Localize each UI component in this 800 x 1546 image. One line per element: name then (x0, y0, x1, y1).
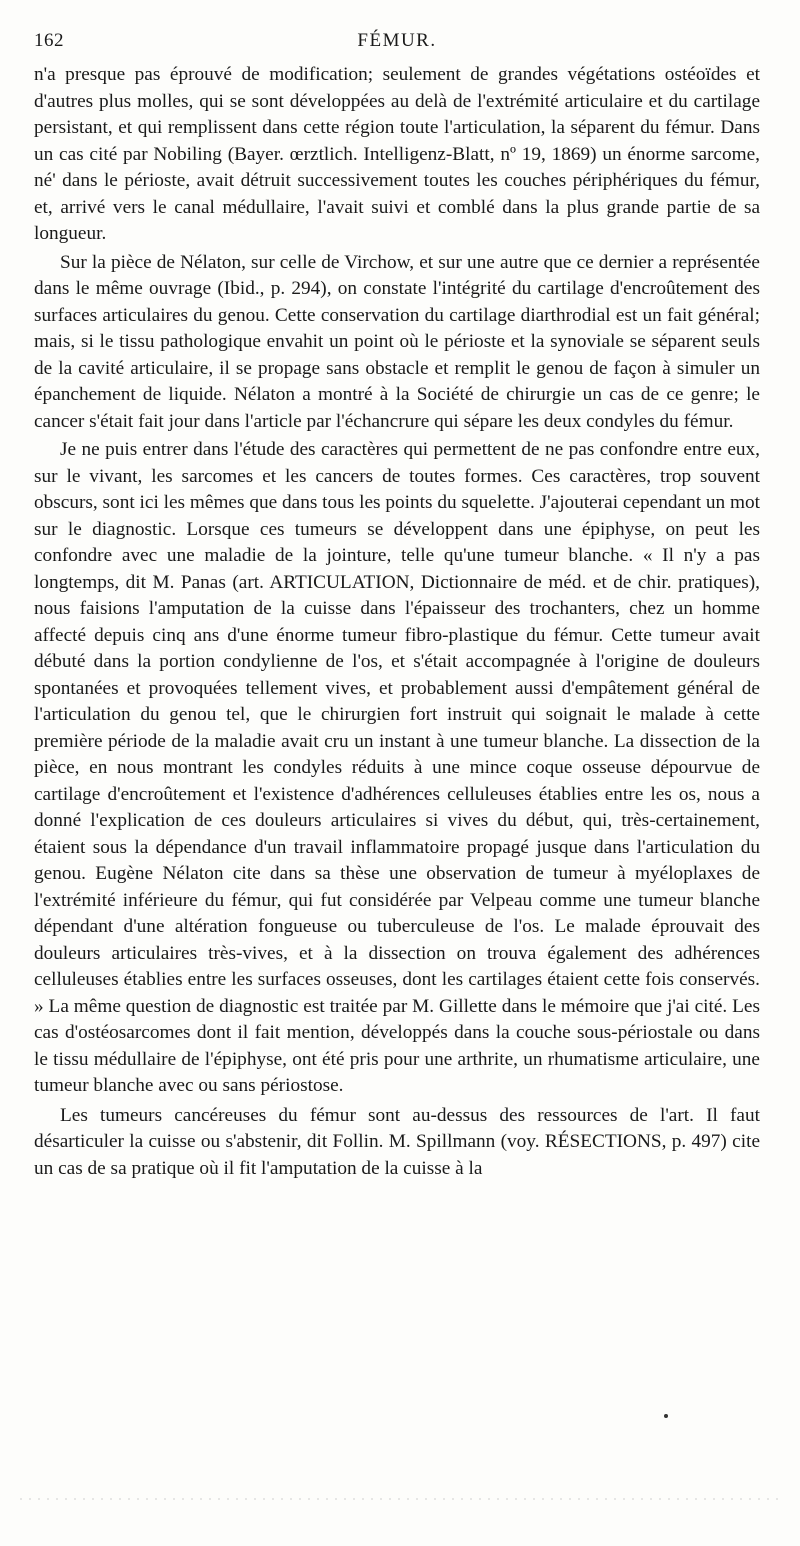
running-title: FÉMUR. (357, 30, 437, 51)
page-number: 162 (34, 30, 64, 51)
paragraph: Je ne puis entrer dans l'étude des caractères qui permettent de ne pas confondre entre eux, sur le vivant, les sarcomes et les cancers de toutes formes. Ces caractères, trop souvent obscurs, sont ici les mêmes que dans tous les points du squelette. J'ajouterai cependant un mot sur le diagnostic. Lorsque ces tumeurs se développent dans une épiphyse, on peut les confondre avec une maladie de la jointure, telle qu'une tumeur blanche. « Il n'y a pas longtemps, dit M. Panas (art. ARTICULATION, Dictionnaire de méd. et de chir. pratiques), nous faisions l'amputation de la cuisse dans l'épaisseur des trochanters, chez un homme affecté depuis cinq ans d'une énorme tumeur fibro-plastique du fémur. Cette tumeur avait débuté dans la portion condylienne de l'os, et s'était accompagnée à l'origine de douleurs spontanées et provoquées tellement vives, et probablement aussi d'empâtement général de l'articulation du genou tel, que le chirurgien fort instruit qui soignait le malade à cette première période de la maladie avait cru un instant à une tumeur blanche. La dissection de la pièce, en nous montrant les condyles réduits à une mince coque osseuse dépourvue de cartilage d'encroûtement et l'existence d'adhérences celluleuses établies entre les os, nous a donné l'explication de ces douleurs articulaires si vives du début, qui, très-certainement, étaient sous la dépendance d'un travail inflammatoire propagé jusque dans l'articulation du genou. Eugène Nélaton cite dans sa thèse une observation de tumeur à myéloplaxes de l'extrémité inférieure du fémur, qui fut considérée par Velpeau comme une tumeur blanche dépendant d'une altération fongueuse ou tuberculeuse de l'os. Le malade éprouvait des douleurs articulaires très-vives, et à la dissection on trouva également des adhérences celluleuses établies entre les surfaces osseuses, dont les cartilages étaient cette fois conservés. » La même question de diagnostic est traitée par M. Gillette dans le mémoire que j'ai cité. Les cas d'ostéosarcomes dont il fait mention, développés dans la couche sous-périostale ou dans le tissu médullaire de l'épiphyse, ont été pris pour une arthrite, un rhumatisme articulaire, une tumeur blanche avec ou sans périostose. (34, 439, 760, 1096)
ink-speck (664, 1414, 668, 1418)
body-text (34, 62, 760, 1182)
scan-noise-line (20, 1498, 780, 1500)
paragraph: Sur la pièce de Nélaton, sur celle de Virchow, et sur une autre que ce dernier a représentée dans le même ouvrage (Ibid., p. 294), on constate l'intégrité du cartilage d'encroûtement des surfaces articulaires du genou. Cette conservation du cartilage diarthrodial est un fait général; mais, si le tissu pathologique envahit un point où le périoste et la synoviale se séparent seuls de la cavité articulaire, il se propage sans obstacle et remplit le genou de façon à simuler un épanchement de liquide. Nélaton a montré à la Société de chirurgie un cas de ce genre; le cancer s'était fait jour dans l'article par l'échancrure qui sépare les deux condyles du fémur. (34, 251, 760, 432)
running-head (34, 30, 760, 60)
paragraph: n'a presque pas éprouvé de modification; seulement de grandes végétations ostéoïdes et d'autres plus molles, qui se sont développées au delà de l'extrémité articulaire et du cartilage persistant, et qui remplissent dans cette région toute l'articulation, la séparent du fémur. Dans un cas cité par Nobiling (Bayer. œrztlich. Intelligenz-Blatt, nº 19, 1869) un énorme sarcome, né' dans le périoste, avait détruit successivement toutes les couches périphériques du fémur, et, arrivé vers le canal médullaire, l'avait suivi et comblé dans la plus grande partie de sa longueur. (34, 64, 760, 244)
paragraph: Les tumeurs cancéreuses du fémur sont au-dessus des ressources de l'art. Il faut désarticuler la cuisse ou s'abstenir, dit Follin. M. Spillmann (voy. RÉSECTIONS, p. 497) cite un cas de sa pratique où il fit l'amputation de la cuisse à la (34, 1104, 760, 1179)
